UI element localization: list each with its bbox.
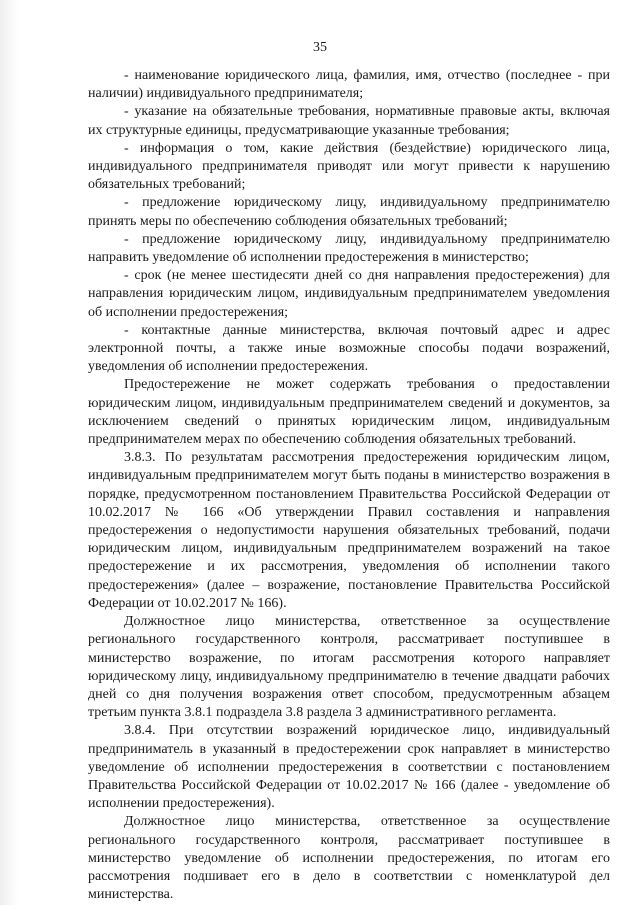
page-number: 35 [313, 40, 327, 55]
list-item-contacts: - контактные данные министерства, включая почтовый адрес и адрес электронной почты, а также иные возможные способы подачи возражений, уведомления об исполнении предостережения. [88, 322, 610, 375]
scan-edge-shadow [0, 0, 18, 905]
list-item-violations-info: - информация о том, какие действия (бездействие) юридического лица, индивидуального предпринимателя приводят или могут привести к нарушению обязательных требований; [88, 140, 610, 193]
paragraph-warning-limits: Предостережение не может содержать требования о предоставлении юридическим лицом, индивидуальным предпринимателем сведений и документов, за исключением сведений о принятых юридическим лицом, индивидуальным предпринимателем мерах по обеспечению соблюдения обязательных требований. [88, 377, 610, 448]
paragraph-objection-review: Должностное лицо министерства, ответственное за осуществление регионального государственного контроля, рассматривает поступившее в министерство возражение, по итогам рассмотрения которого направляет юридическому лицу, индивидуальному предпринимателю в течение двадцати рабочих дней со дня получения возражения ответ способом, предусмотренным абзацем третьим пункта 3.8.1 подраздела 3.8 раздела 3 административного регламента. [88, 614, 610, 721]
list-item-deadline: - срок (не менее шестидесяти дней со дня направления предостережения) для направления юридическим лицом, индивидуальным предпринимателем уведомления об исполнении предостережения; [88, 268, 610, 320]
paragraph-notification-review: Должностное лицо министерства, ответственное за осуществление регионального государственного контроля, рассматривает поступившее в министерство уведомление об исполнении предостережения, по итогам его рассмотрения подшивает его в дело в соответствии с номенклатурой дел министерства. [88, 814, 610, 903]
paragraph-3-8-3: 3.8.3. По результатам рассмотрения предостережения юридическим лицом, индивидуальным предпринимателем могут быть поданы в министерство возражения в порядке, предусмотренном постановлением Правительства Российской Федерации от 10.02.2017 № 166 «Об утверждении Правил составления и направления предостережения о недопустимости нарушения обязательных требований, подачи юридическим лицом, индивидуальным предпринимателем возражений на такое предостережение и их рассмотрения, уведомления об исполнении такого предостережения» (далее – возражение, постановление Правительства Российской Федерации от 10.02.2017 № 166). [88, 450, 610, 611]
list-item-notification-proposal: - предложение юридическому лицу, индивидуальному предпринимателю направить уведомление об исполнении предостережения в министерство; [88, 231, 610, 266]
document-body [88, 67, 610, 904]
list-item-compliance-proposal: - предложение юридическому лицу, индивидуальному предпринимателю принять меры по обеспечению соблюдения обязательных требований; [88, 195, 610, 229]
list-item-requirements: - указание на обязательные требования, нормативные правовые акты, включая их структурные единицы, предусматривающие указанные требования; [88, 104, 610, 138]
list-item-name: - наименование юридического лица, фамилия, имя, отчество (последнее - при наличии) индивидуального предпринимателя; [88, 68, 610, 102]
paragraph-3-8-4: 3.8.4. При отсутствии возражений юридическое лицо, индивидуальный предприниматель в указанный в предостережении срок направляет в министерство уведомление об исполнении предостережения в соответствии с постановлением Правительства Российской Федерации от 10.02.2017 № 166 (далее - уведомление об исполнении предостережения). [88, 723, 610, 812]
